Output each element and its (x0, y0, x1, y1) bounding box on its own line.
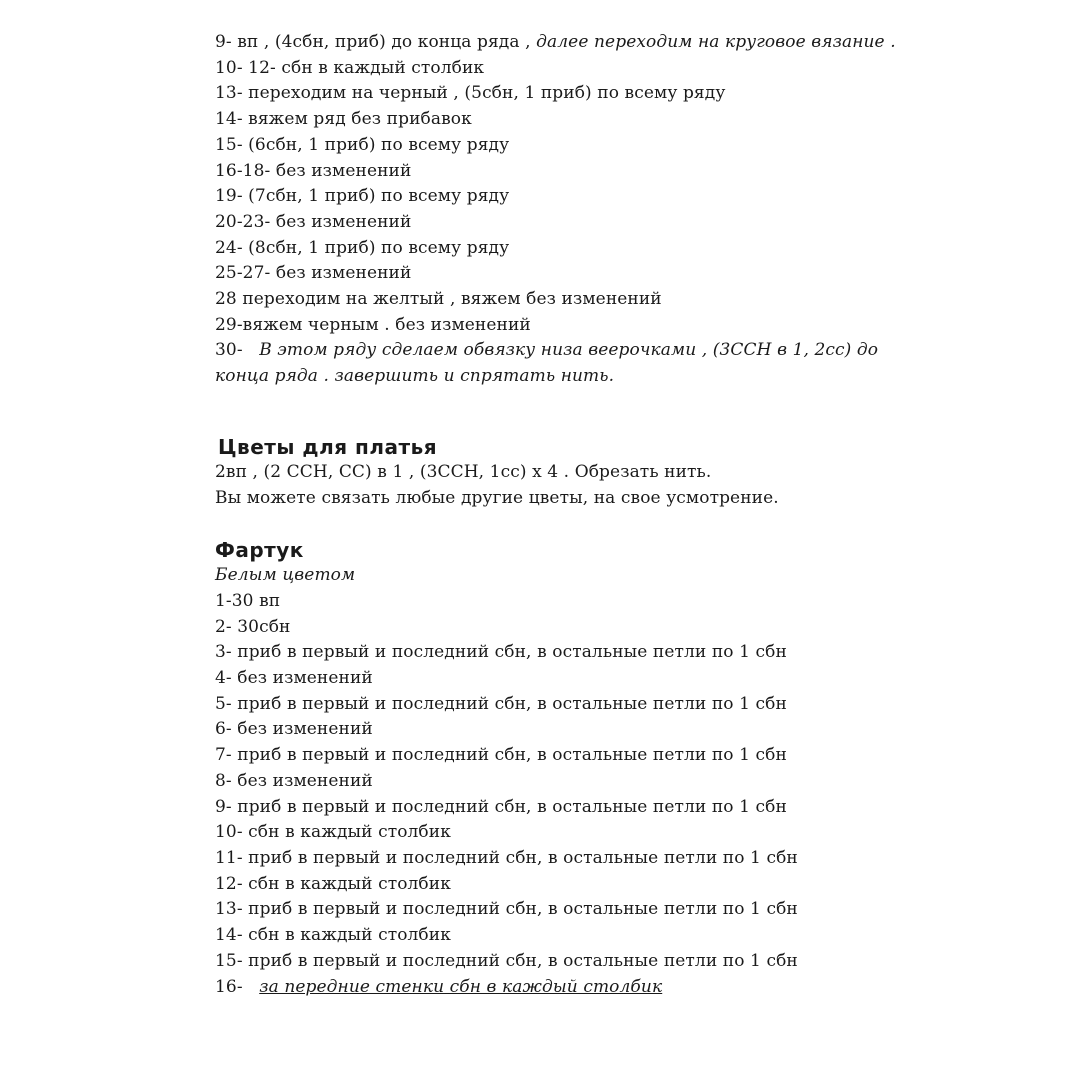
flowers-heading: Цветы для платья (218, 434, 438, 459)
apron-line: 14- сбн в каждый столбик (215, 925, 451, 946)
instruction-line-30 (215, 338, 915, 389)
apron-line: 1-30 вп (215, 590, 281, 611)
instruction-line: 20-23- без изменений (215, 211, 412, 232)
instruction-line: 10- 12- сбн в каждый столбик (215, 57, 485, 78)
flowers-line: Вы можете связать любые другие цветы, на свое усмотрение. (215, 487, 779, 508)
line-16-underlined-note: за передние стенки сбн в каждый столбик (259, 976, 663, 997)
instruction-line-9 (215, 30, 915, 56)
instruction-line: 19- (7сбн, 1 приб) по всему ряду (215, 186, 510, 207)
instruction-line: 24- (8сбн, 1 приб) по всему ряду (215, 237, 510, 258)
apron-line: 4- без изменений (215, 668, 373, 689)
instruction-line: 29-вяжем черным . без изменений (215, 314, 531, 335)
instruction-line: 13- переходим на черный , (5сбн, 1 приб) по всему ряду (215, 83, 726, 104)
instruction-line: 14- вяжем ряд без прибавок (215, 109, 472, 130)
instruction-line: 25-27- без изменений (215, 263, 412, 284)
apron-subtitle: Белым цветом (215, 565, 356, 586)
apron-line: 9- приб в первый и последний сбн, в остальные петли по 1 сбн (215, 796, 787, 817)
line-30-italic-note: В этом ряду сделаем обвязку низа веерочками , (3ССН в 1, 2сс) до конца ряда . завершить и спрятать нить. (215, 340, 879, 387)
apron-heading: Фартук (215, 538, 304, 563)
apron-line: 7- приб в первый и последний сбн, в остальные петли по 1 сбн (215, 745, 787, 766)
apron-line: 2- 30сбн (215, 616, 291, 637)
line-30-number: 30- (215, 340, 243, 361)
apron-line: 8- без изменений (215, 770, 373, 791)
flowers-line: 2вп , (2 ССН, СС) в 1 , (3ССН, 1сс) х 4 . Обрезать нить. (215, 461, 712, 482)
apron-line: 13- приб в первый и последний сбн, в остальные петли по 1 сбн (215, 899, 798, 920)
document-page (215, 30, 1055, 1000)
apron-line: 6- без изменений (215, 719, 373, 740)
apron-line: 5- приб в первый и последний сбн, в остальные петли по 1 сбн (215, 693, 787, 714)
instruction-line: 16-18- без изменений (215, 160, 412, 181)
line-16-number: 16- (215, 976, 243, 997)
apron-line: 12- сбн в каждый столбик (215, 873, 451, 894)
instruction-line: 28 переходим на желтый , вяжем без изменений (215, 289, 662, 310)
line-9-italic-note: далее переходим на круговое вязание . (536, 32, 896, 52)
apron-line: 3- приб в первый и последний сбн, в остальные петли по 1 сбн (215, 642, 787, 663)
apron-line-16 (215, 975, 1055, 1001)
instruction-line: 15- (6сбн, 1 приб) по всему ряду (215, 134, 510, 155)
line-9-text: 9- вп , (4сбн, приб) до конца ряда , (215, 32, 531, 52)
apron-line: 10- сбн в каждый столбик (215, 822, 451, 843)
apron-line: 15- приб в первый и последний сбн, в остальные петли по 1 сбн (215, 950, 798, 971)
apron-line: 11- приб в первый и последний сбн, в остальные петли по 1 сбн (215, 847, 798, 868)
